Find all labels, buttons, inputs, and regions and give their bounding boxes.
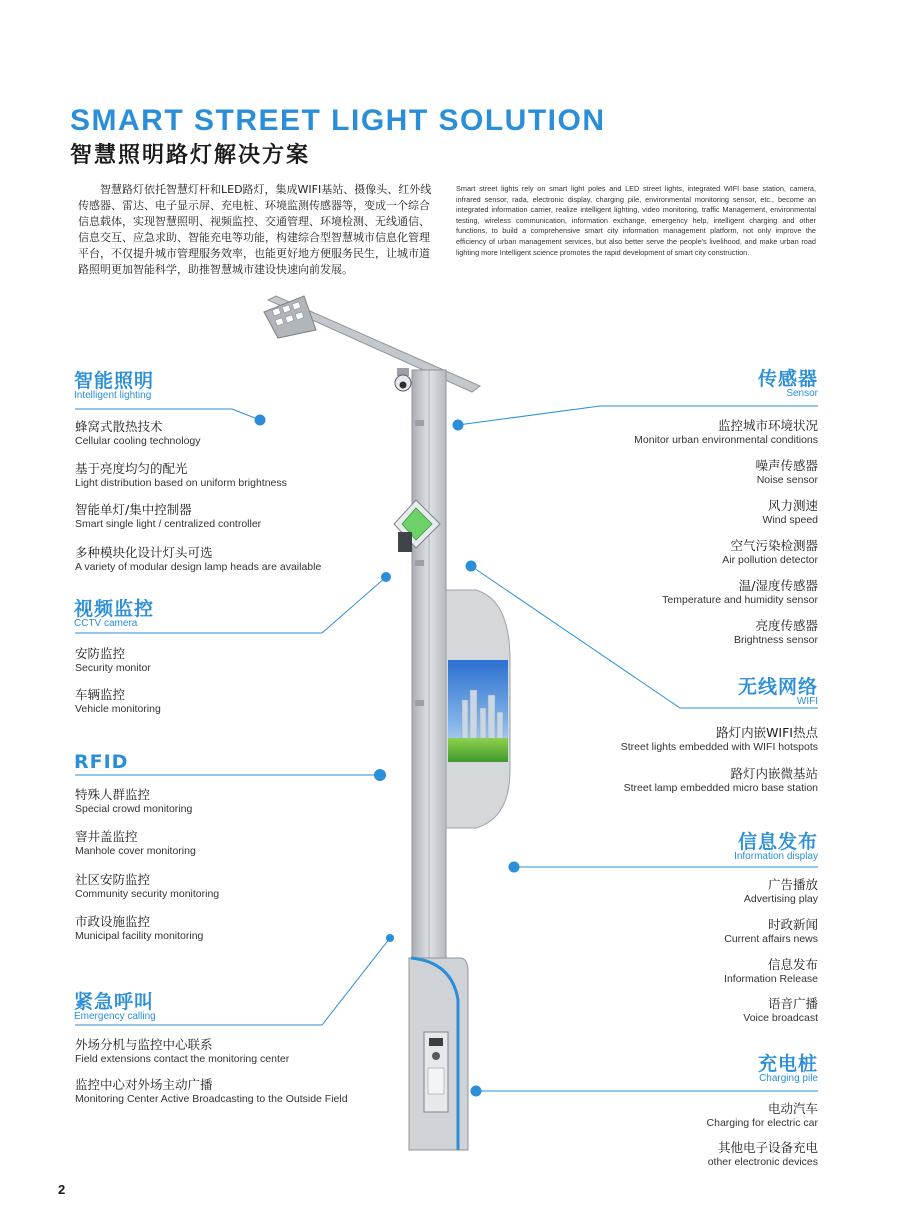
dot-rfid (374, 769, 386, 781)
dot-sensor (453, 420, 464, 431)
section-subtitle-cctv: CCTV camera (74, 618, 138, 629)
list-item: 亮度传感器 Brightness sensor (733, 618, 818, 646)
dot-wifi (466, 561, 477, 572)
list-item: 多种模块化设计灯头可选 A variety of modular design lamp heads are available (75, 545, 322, 573)
list-item: 外场分机与监控中心联系 Field extensions contact the monitoring center (75, 1037, 290, 1065)
section-title-info: 信息发布 (737, 831, 818, 853)
lamp-arm (264, 296, 480, 392)
section-title-rfid: RFID (74, 751, 129, 773)
list-item: 监控中心对外场主动广播 Monitoring Center Active Broadcasting to the Outside Field (75, 1077, 348, 1105)
list-item: 路灯内嵌微基站 Street lamp embedded micro base station (623, 766, 818, 794)
list-item: 市政设施监控 Municipal facility monitoring (75, 914, 204, 942)
cctv-camera-icon (395, 368, 411, 391)
pole (412, 370, 446, 960)
page-number: 2 (58, 1182, 66, 1197)
list-item: 社区安防监控 Community security monitoring (75, 872, 220, 900)
list-item: 温/湿度传感器 Temperature and humidity sensor (662, 578, 818, 606)
page-title-en: SMART STREET LIGHT SOLUTION (70, 104, 606, 137)
list-item: 安防监控 Security monitor (75, 646, 151, 674)
list-item: 监控城市环境状况 Monitor urban environmental conditions (634, 418, 818, 446)
section-subtitle-charging: Charging pile (759, 1073, 818, 1084)
list-item: 时政新闻 Current affairs news (724, 917, 818, 945)
list-item: 基于亮度均匀的配光 Light distribution based on uniform brightness (75, 461, 287, 489)
section-title-lighting: 智能照明 (74, 370, 155, 392)
intro-text-en: Smart street lights rely on smart light poles and LED street lights, integrated WIFI base station, camera, infrared sensor, rada, electronic display, charging pile, environmental monitoring sensor, etc., become an integrated information carrier, realize intelligent lighting, video monitoring, traffic Management, environmental testing, wireless communication, information exchange, emergency help, intelligent charging and other functions, to build a comprehensive smart city information management platform, not only improve the efficiency of urban management services, but also better serve the people's livelihood, and make urban road lighting more Intelligent science promotes the rapid development of smart city construction. (456, 184, 816, 257)
list-item: 广告播放 Advertising play (743, 877, 818, 905)
list-item: 智能单灯/集中控制器 Smart single light / centralized controller (75, 502, 262, 530)
list-item: 窨井盖监控 Manhole cover monitoring (75, 829, 196, 857)
dot-charging (471, 1086, 482, 1097)
list-item: 路灯内嵌WIFI热点 Street lights embedded with WIFI hotspots (620, 725, 818, 753)
section-subtitle-wifi: WIFI (796, 696, 818, 707)
dot-info (509, 862, 520, 873)
section-title-sensor: 传感器 (757, 368, 818, 390)
list-item: 风力测速 Wind speed (762, 498, 818, 526)
section-subtitle-info: Information display (734, 851, 818, 862)
section-subtitle-lighting: Intelligent lighting (74, 390, 152, 401)
section-title-wifi: 无线网络 (737, 676, 818, 698)
list-item: 车辆监控 Vehicle monitoring (75, 687, 161, 715)
section-subtitle-sensor: Sensor (786, 388, 818, 399)
section-title-cctv: 视频监控 (74, 598, 155, 620)
list-item: 信息发布 Information Release (724, 957, 818, 985)
list-item: 特殊人群监控 Special crowd monitoring (75, 787, 193, 815)
page-title-cn: 智慧照明路灯解决方案 (70, 143, 311, 168)
list-item: 电动汽车 Charging for electric car (706, 1101, 818, 1129)
section-title-emergency: 紧急呼叫 (74, 991, 155, 1013)
section-subtitle-emergency: Emergency calling (74, 1011, 156, 1022)
list-item: 其他电子设备充电 other electronic devices (707, 1140, 818, 1168)
section-title-charging: 充电桩 (757, 1053, 818, 1075)
list-item: 噪声传感器 Noise sensor (755, 458, 818, 486)
list-item: 语音广播 Voice broadcast (743, 996, 818, 1024)
intro-text-cn: 智慧路灯依托智慧灯杆和LED路灯，集成WIFI基站、摄像头、红外线传感器、雷达、电子显示屏、充电桩、环境监测传感器等，变成一个综合信息载体，实现智慧照明、视频监控、交通管理、环境检测、无线通信、信息交互、应急求助、智能充电等功能，构建综合型智慧城市信息化管理平台，不仅提升城市管理服务效率，也能更好地方便服务民生，让城市道路照明更加智能科学，助推智慧城市建设快速向前发展。 (78, 183, 432, 276)
pole-base-cabinet (409, 958, 468, 1150)
list-item: 蜂窝式散热技术 Cellular cooling technology (75, 419, 201, 447)
list-item: 空气污染检测器 Air pollution detector (722, 538, 818, 566)
